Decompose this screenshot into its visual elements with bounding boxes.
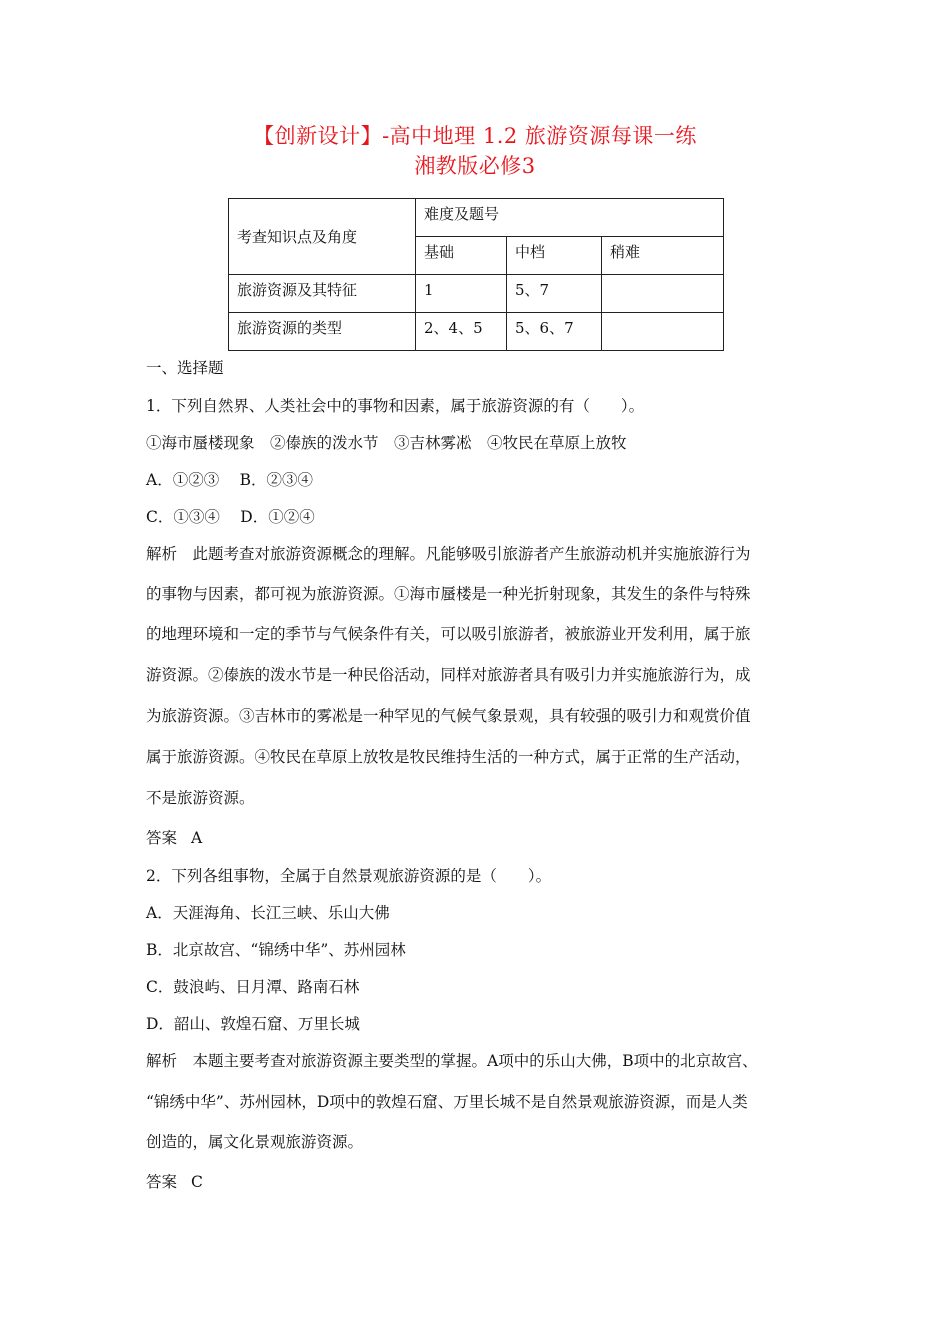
question-2-option-a: A．天涯海角、长江三峡、乐山大佛 bbox=[146, 904, 390, 922]
table-row bbox=[229, 275, 724, 313]
question-1-analysis-line: 的地理环境和一定的季节与气候条件有关，可以吸引旅游者，被旅游业开发利用，属于旅 bbox=[146, 625, 751, 643]
question-1-options-cd: C．①③④ D．①②④ bbox=[146, 508, 315, 526]
question-1-stem: 1．下列自然界、人类社会中的事物和因素，属于旅游资源的有（ ）。 bbox=[146, 397, 645, 415]
question-2-analysis-line: 创造的，属文化景观旅游资源。 bbox=[146, 1133, 364, 1151]
question-2-option-b: B．北京故宫、“锦绣中华”、苏州园林 bbox=[146, 941, 406, 959]
table-row bbox=[229, 313, 724, 351]
document-subtitle: 湘教版必修3 bbox=[414, 154, 536, 178]
table-header-basic: 基础 bbox=[416, 237, 507, 275]
table-cell: 旅游资源的类型 bbox=[229, 313, 416, 351]
table-cell: 1 bbox=[416, 275, 507, 313]
answer-label: 答案 bbox=[146, 829, 178, 847]
table-header-difficulty: 难度及题号 bbox=[416, 199, 724, 237]
question-1-answer bbox=[146, 826, 202, 848]
question-2-stem: 2．下列各组事物，全属于自然景观旅游资源的是（ ）。 bbox=[146, 867, 552, 885]
table-cell: 2、4、5 bbox=[416, 313, 507, 351]
question-1-analysis-line: 为旅游资源。③吉林市的雾凇是一种罕见的气候气象景观，具有较强的吸引力和观赏价值 bbox=[146, 707, 751, 725]
answer-value: C bbox=[191, 1173, 203, 1191]
table-header-topic: 考查知识点及角度 bbox=[229, 199, 416, 275]
answer-value: A bbox=[191, 829, 203, 847]
question-1-items: ①海市蜃楼现象 ②傣族的泼水节 ③吉林雾凇 ④牧民在草原上放牧 bbox=[146, 434, 627, 452]
question-1-analysis-line: 属于旅游资源。④牧民在草原上放牧是牧民维持生活的一种方式，属于正常的生产活动， bbox=[146, 748, 751, 766]
question-2-analysis-line: 解析 本题主要考查对旅游资源主要类型的掌握。A项中的乐山大佛，B项中的北京故宫、 bbox=[146, 1052, 758, 1070]
table-cell: 5、6、7 bbox=[507, 313, 602, 351]
section-heading: 一、选择题 bbox=[146, 359, 224, 377]
table-cell: 旅游资源及其特征 bbox=[229, 275, 416, 313]
answer-label: 答案 bbox=[146, 1173, 178, 1191]
question-2-option-d: D．韶山、敦煌石窟、万里长城 bbox=[146, 1015, 360, 1033]
table-cell bbox=[602, 275, 724, 313]
question-2-analysis-line: “锦绣中华”、苏州园林，D项中的敦煌石窟、万里长城不是自然景观旅游资源，而是人类 bbox=[146, 1093, 748, 1111]
question-1-analysis-line: 游资源。②傣族的泼水节是一种民俗活动，同样对旅游者具有吸引力并实施旅游行为，成 bbox=[146, 666, 751, 684]
question-2-option-c: C．鼓浪屿、日月潭、路南石林 bbox=[146, 978, 360, 996]
document-title: 【创新设计】-高中地理 1.2 旅游资源每课一练 bbox=[253, 124, 697, 148]
table-header-medium: 中档 bbox=[507, 237, 602, 275]
table-cell: 5、7 bbox=[507, 275, 602, 313]
question-1-analysis-line: 解析 此题考查对旅游资源概念的理解。凡能够吸引旅游者产生旅游动机并实施旅游行为 bbox=[146, 545, 751, 563]
question-1-analysis-line: 不是旅游资源。 bbox=[146, 789, 255, 807]
question-2-answer bbox=[146, 1170, 203, 1192]
question-1-options-ab: A．①②③ B．②③④ bbox=[146, 471, 314, 489]
table-header-hard: 稍难 bbox=[602, 237, 724, 275]
knowledge-table bbox=[228, 198, 724, 351]
table-cell bbox=[602, 313, 724, 351]
question-1-analysis-line: 的事物与因素，都可视为旅游资源。①海市蜃楼是一种光折射现象，其发生的条件与特殊 bbox=[146, 585, 751, 603]
